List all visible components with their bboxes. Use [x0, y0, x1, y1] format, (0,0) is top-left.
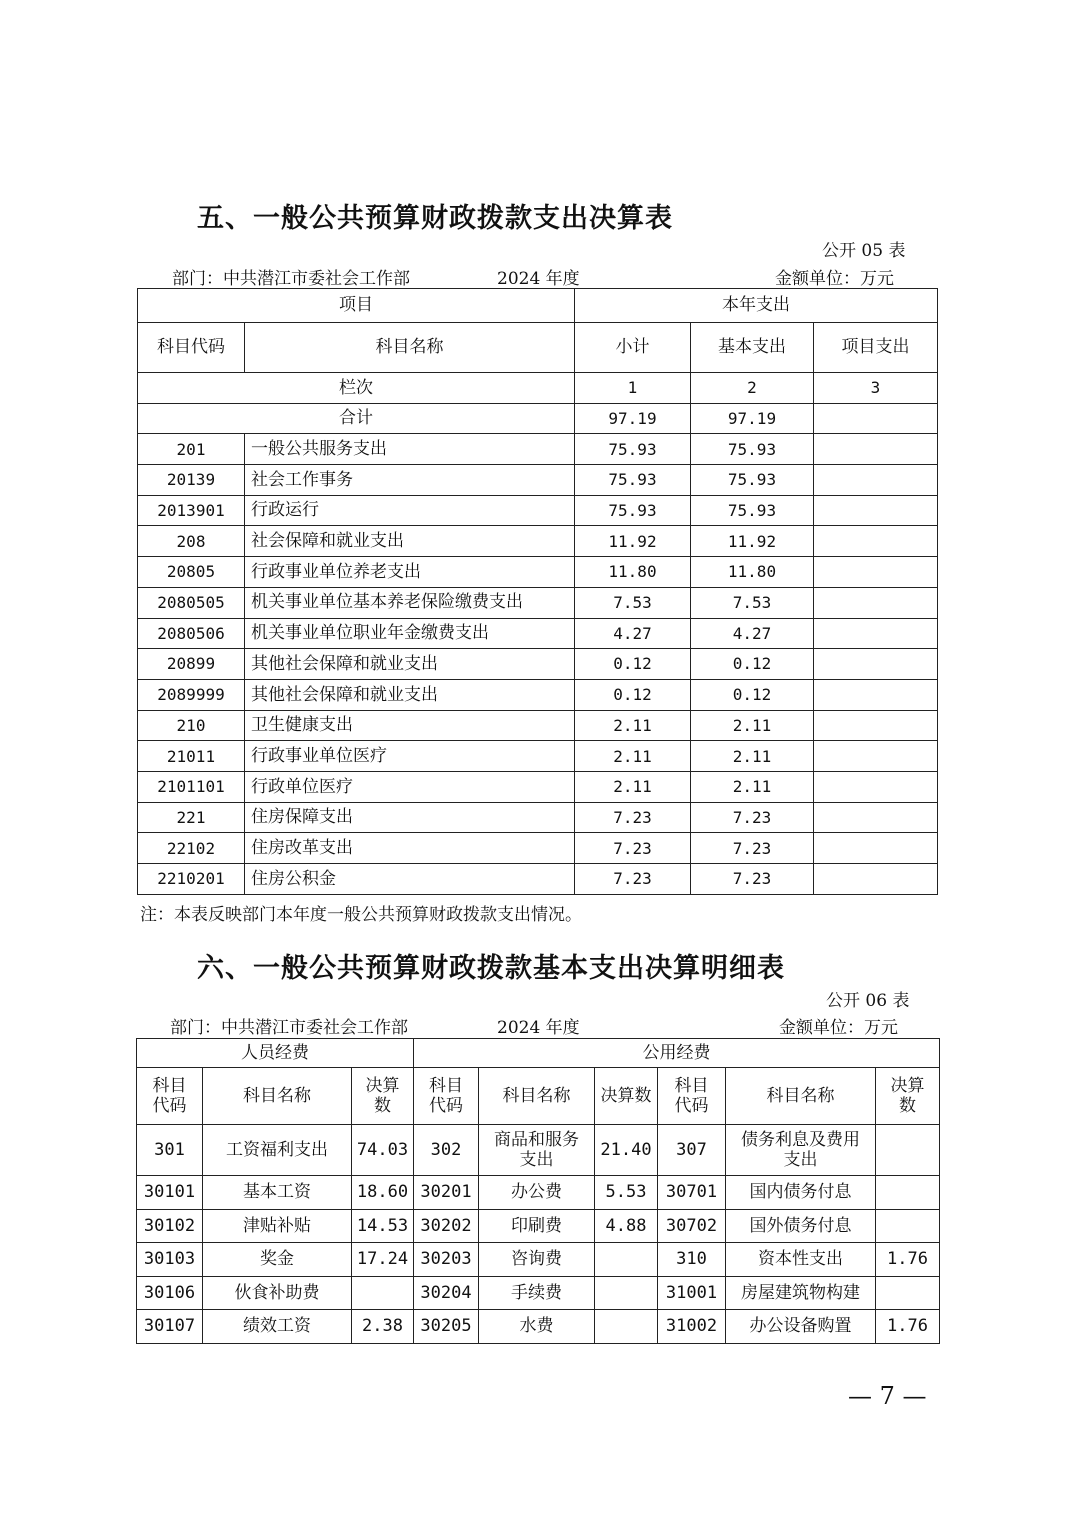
cell-project — [814, 771, 938, 802]
cell-a2 — [595, 1310, 658, 1344]
header-personnel: 人员经费 — [137, 1039, 414, 1068]
cell-code: 2013901 — [138, 495, 245, 526]
header-amount-1: 决算 数 — [352, 1068, 414, 1125]
cell-project — [814, 833, 938, 864]
cell-n1: 绩效工资 — [203, 1310, 352, 1344]
table-row — [138, 679, 938, 710]
cell-a1: 17.24 — [352, 1243, 414, 1277]
table-row — [138, 771, 938, 802]
header-column-no: 栏次 — [138, 373, 575, 404]
cell-a3 — [876, 1209, 940, 1243]
cell-code: 210 — [138, 710, 245, 741]
basic-expenditure-detail-table — [136, 1038, 940, 1344]
expenditure-table — [137, 288, 938, 895]
section6-table-no: 公开 06 表 — [826, 991, 910, 1011]
cell-project — [814, 649, 938, 680]
cell-n1: 基本工资 — [203, 1176, 352, 1210]
section6-department: 部门：中共潜江市委社会工作部 — [170, 1018, 408, 1038]
table-row — [138, 618, 938, 649]
cell-subtotal: 7.53 — [575, 587, 691, 618]
section6-year: 2024 年度 — [497, 1018, 580, 1038]
cell-code: 22102 — [138, 833, 245, 864]
cell-subtotal: 75.93 — [575, 465, 691, 496]
table-row — [137, 1209, 940, 1243]
cell-n3: 房屋建筑物构建 — [726, 1276, 876, 1310]
section5-title: 五、一般公共预算财政拨款支出决算表 — [197, 203, 673, 234]
section5-department: 部门：中共潜江市委社会工作部 — [172, 269, 410, 289]
table-row — [137, 1176, 940, 1210]
header-code-2: 科目 代码 — [414, 1068, 479, 1125]
cell-c3: 30702 — [658, 1209, 726, 1243]
cell-project — [814, 710, 938, 741]
cell-basic: 75.93 — [691, 465, 814, 496]
cell-basic: 7.23 — [691, 833, 814, 864]
cell-name: 一般公共服务支出 — [245, 434, 575, 465]
cell-a1: 74.03 — [352, 1125, 414, 1176]
cell-code: 20805 — [138, 557, 245, 588]
table-row — [137, 1310, 940, 1344]
cell-name: 机关事业单位基本养老保险缴费支出 — [245, 587, 575, 618]
cell-n2: 水费 — [479, 1310, 595, 1344]
header-col3: 3 — [814, 373, 938, 404]
header-basic: 基本支出 — [691, 323, 814, 373]
header-name: 科目名称 — [245, 323, 575, 373]
total-subtotal: 97.19 — [575, 403, 691, 434]
cell-code: 2089999 — [138, 679, 245, 710]
cell-a2: 5.53 — [595, 1176, 658, 1210]
cell-c3: 307 — [658, 1125, 726, 1176]
cell-code: 21011 — [138, 741, 245, 772]
cell-c2: 30205 — [414, 1310, 479, 1344]
cell-c3: 310 — [658, 1243, 726, 1277]
header-code: 科目代码 — [138, 323, 245, 373]
cell-subtotal: 75.93 — [575, 434, 691, 465]
table-row — [137, 1243, 940, 1277]
cell-n3: 债务利息及费用 支出 — [726, 1125, 876, 1176]
cell-a2 — [595, 1243, 658, 1277]
cell-subtotal: 0.12 — [575, 649, 691, 680]
cell-subtotal: 75.93 — [575, 495, 691, 526]
cell-a2: 4.88 — [595, 1209, 658, 1243]
header-name-3: 科目名称 — [726, 1068, 876, 1125]
header-col1: 1 — [575, 373, 691, 404]
cell-project — [814, 557, 938, 588]
cell-project — [814, 802, 938, 833]
section6-title: 六、一般公共预算财政拨款基本支出决算明细表 — [197, 953, 785, 984]
section6-unit: 金额单位：万元 — [779, 1018, 898, 1038]
cell-code: 208 — [138, 526, 245, 557]
cell-name: 社会工作事务 — [245, 465, 575, 496]
table-row — [138, 802, 938, 833]
cell-name: 行政事业单位养老支出 — [245, 557, 575, 588]
cell-n1: 工资福利支出 — [203, 1125, 352, 1176]
cell-subtotal: 11.80 — [575, 557, 691, 588]
cell-c2: 30201 — [414, 1176, 479, 1210]
cell-n1: 奖金 — [203, 1243, 352, 1277]
cell-n3: 国外债务付息 — [726, 1209, 876, 1243]
cell-name: 卫生健康支出 — [245, 710, 575, 741]
cell-subtotal: 2.11 — [575, 741, 691, 772]
cell-project — [814, 434, 938, 465]
cell-a3 — [876, 1176, 940, 1210]
table-row — [137, 1276, 940, 1310]
cell-project — [814, 741, 938, 772]
table-row — [138, 710, 938, 741]
cell-a3: 1.76 — [876, 1243, 940, 1277]
cell-code: 20899 — [138, 649, 245, 680]
table-row — [137, 1125, 940, 1176]
cell-project — [814, 679, 938, 710]
cell-name: 住房改革支出 — [245, 833, 575, 864]
cell-basic: 0.12 — [691, 679, 814, 710]
table-row — [138, 833, 938, 864]
cell-c1: 30102 — [137, 1209, 203, 1243]
header-item: 项目 — [138, 289, 575, 323]
total-basic: 97.19 — [691, 403, 814, 434]
cell-code: 2210201 — [138, 864, 245, 895]
cell-code: 2080506 — [138, 618, 245, 649]
cell-c3: 31001 — [658, 1276, 726, 1310]
cell-code: 2101101 — [138, 771, 245, 802]
page-number: — 7 — — [848, 1382, 927, 1410]
cell-a1 — [352, 1276, 414, 1310]
total-label: 合计 — [138, 403, 575, 434]
cell-basic: 75.93 — [691, 495, 814, 526]
cell-project — [814, 526, 938, 557]
cell-code: 2080505 — [138, 587, 245, 618]
header-code-3: 科目 代码 — [658, 1068, 726, 1125]
section5-table-no: 公开 05 表 — [822, 241, 906, 261]
cell-n1: 伙食补助费 — [203, 1276, 352, 1310]
cell-n3: 资本性支出 — [726, 1243, 876, 1277]
cell-basic: 7.23 — [691, 802, 814, 833]
cell-project — [814, 864, 938, 895]
header-subtotal: 小计 — [575, 323, 691, 373]
cell-n2: 商品和服务 支出 — [479, 1125, 595, 1176]
cell-name: 行政运行 — [245, 495, 575, 526]
cell-c3: 31002 — [658, 1310, 726, 1344]
cell-name: 行政单位医疗 — [245, 771, 575, 802]
header-amount-2: 决算数 — [595, 1068, 658, 1125]
cell-code: 201 — [138, 434, 245, 465]
cell-project — [814, 587, 938, 618]
table-row — [138, 465, 938, 496]
cell-n2: 印刷费 — [479, 1209, 595, 1243]
cell-a2: 21.40 — [595, 1125, 658, 1176]
cell-c1: 30101 — [137, 1176, 203, 1210]
cell-a1: 2.38 — [352, 1310, 414, 1344]
cell-subtotal: 7.23 — [575, 864, 691, 895]
cell-basic: 4.27 — [691, 618, 814, 649]
header-name-1: 科目名称 — [203, 1068, 352, 1125]
cell-c1: 30107 — [137, 1310, 203, 1344]
cell-project — [814, 618, 938, 649]
table-row — [138, 526, 938, 557]
cell-c3: 30701 — [658, 1176, 726, 1210]
cell-name: 社会保障和就业支出 — [245, 526, 575, 557]
cell-project — [814, 465, 938, 496]
table-row — [138, 741, 938, 772]
cell-name: 机关事业单位职业年金缴费支出 — [245, 618, 575, 649]
cell-n2: 办公费 — [479, 1176, 595, 1210]
cell-basic: 2.11 — [691, 741, 814, 772]
cell-subtotal: 2.11 — [575, 771, 691, 802]
cell-name: 住房保障支出 — [245, 802, 575, 833]
table-row — [138, 557, 938, 588]
cell-basic: 75.93 — [691, 434, 814, 465]
header-project: 项目支出 — [814, 323, 938, 373]
header-current-year: 本年支出 — [575, 289, 938, 323]
header-code-1: 科目 代码 — [137, 1068, 203, 1125]
cell-basic: 7.23 — [691, 864, 814, 895]
cell-c2: 30202 — [414, 1209, 479, 1243]
cell-subtotal: 7.23 — [575, 802, 691, 833]
table-row — [138, 495, 938, 526]
cell-basic: 11.92 — [691, 526, 814, 557]
cell-basic: 0.12 — [691, 649, 814, 680]
cell-a3 — [876, 1125, 940, 1176]
cell-subtotal: 4.27 — [575, 618, 691, 649]
cell-name: 其他社会保障和就业支出 — [245, 679, 575, 710]
cell-code: 221 — [138, 802, 245, 833]
cell-basic: 2.11 — [691, 771, 814, 802]
cell-project — [814, 495, 938, 526]
cell-a3 — [876, 1276, 940, 1310]
cell-n3: 国内债务付息 — [726, 1176, 876, 1210]
cell-c1: 30103 — [137, 1243, 203, 1277]
cell-c2: 302 — [414, 1125, 479, 1176]
cell-code: 20139 — [138, 465, 245, 496]
table-row — [138, 434, 938, 465]
section5-unit: 金额单位：万元 — [775, 269, 894, 289]
cell-c2: 30203 — [414, 1243, 479, 1277]
cell-basic: 2.11 — [691, 710, 814, 741]
section5-year: 2024 年度 — [497, 269, 580, 289]
cell-subtotal: 7.23 — [575, 833, 691, 864]
cell-a3: 1.76 — [876, 1310, 940, 1344]
total-project — [814, 403, 938, 434]
cell-basic: 11.80 — [691, 557, 814, 588]
header-name-2: 科目名称 — [479, 1068, 595, 1125]
cell-c1: 301 — [137, 1125, 203, 1176]
header-public: 公用经费 — [414, 1039, 940, 1068]
header-col2: 2 — [691, 373, 814, 404]
cell-n2: 手续费 — [479, 1276, 595, 1310]
cell-a1: 14.53 — [352, 1209, 414, 1243]
cell-c2: 30204 — [414, 1276, 479, 1310]
cell-c1: 30106 — [137, 1276, 203, 1310]
cell-a2 — [595, 1276, 658, 1310]
cell-n3: 办公设备购置 — [726, 1310, 876, 1344]
cell-n1: 津贴补贴 — [203, 1209, 352, 1243]
cell-subtotal: 11.92 — [575, 526, 691, 557]
cell-subtotal: 2.11 — [575, 710, 691, 741]
cell-n2: 咨询费 — [479, 1243, 595, 1277]
cell-basic: 7.53 — [691, 587, 814, 618]
cell-name: 其他社会保障和就业支出 — [245, 649, 575, 680]
cell-name: 住房公积金 — [245, 864, 575, 895]
table-row — [138, 649, 938, 680]
table-row — [138, 587, 938, 618]
header-amount-3: 决算 数 — [876, 1068, 940, 1125]
section5-note: 注：本表反映部门本年度一般公共预算财政拨款支出情况。 — [140, 905, 582, 925]
cell-name: 行政事业单位医疗 — [245, 741, 575, 772]
cell-a1: 18.60 — [352, 1176, 414, 1210]
table-row — [138, 864, 938, 895]
cell-subtotal: 0.12 — [575, 679, 691, 710]
